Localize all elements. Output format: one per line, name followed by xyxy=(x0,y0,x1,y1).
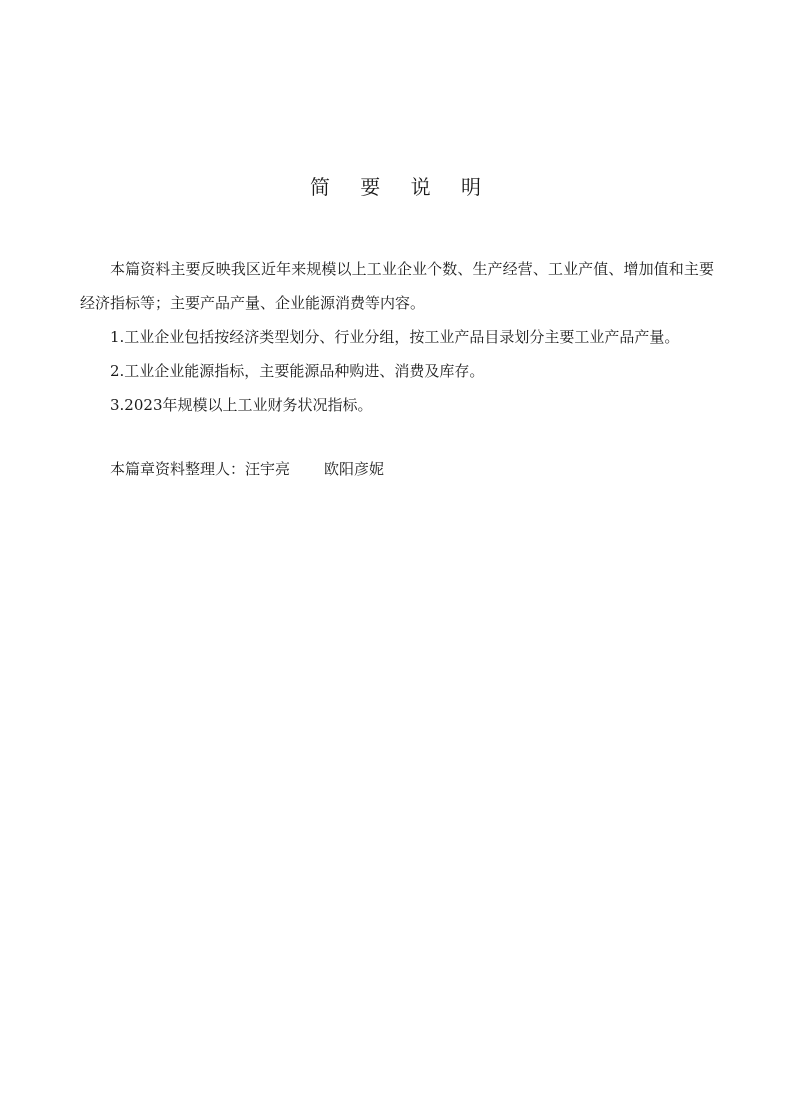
editor-name: 欧阳彦妮 xyxy=(324,460,385,478)
editor-name: 汪宇亮 xyxy=(245,460,291,478)
list-item: 2.工业企业能源指标，主要能源品种购进、消费及库存。 xyxy=(110,362,485,380)
editors-line xyxy=(110,452,384,486)
page-title: 简 要 说 明 xyxy=(309,175,494,199)
list-item: 3.2023年规模以上工业财务状况指标。 xyxy=(110,396,373,414)
list-item: 1.工业企业包括按经济类型划分、行业分组，按工业产品目录划分主要工业产品产量。 xyxy=(110,328,680,346)
editors-label: 本篇章资料整理人： xyxy=(110,460,246,478)
intro-paragraph: 本篇资料主要反映我区近年来规模以上工业企业个数、生产经营、工业产值、增加值和主要经济指标等；主要产品产量、企业能源消费等内容。 xyxy=(80,260,714,312)
